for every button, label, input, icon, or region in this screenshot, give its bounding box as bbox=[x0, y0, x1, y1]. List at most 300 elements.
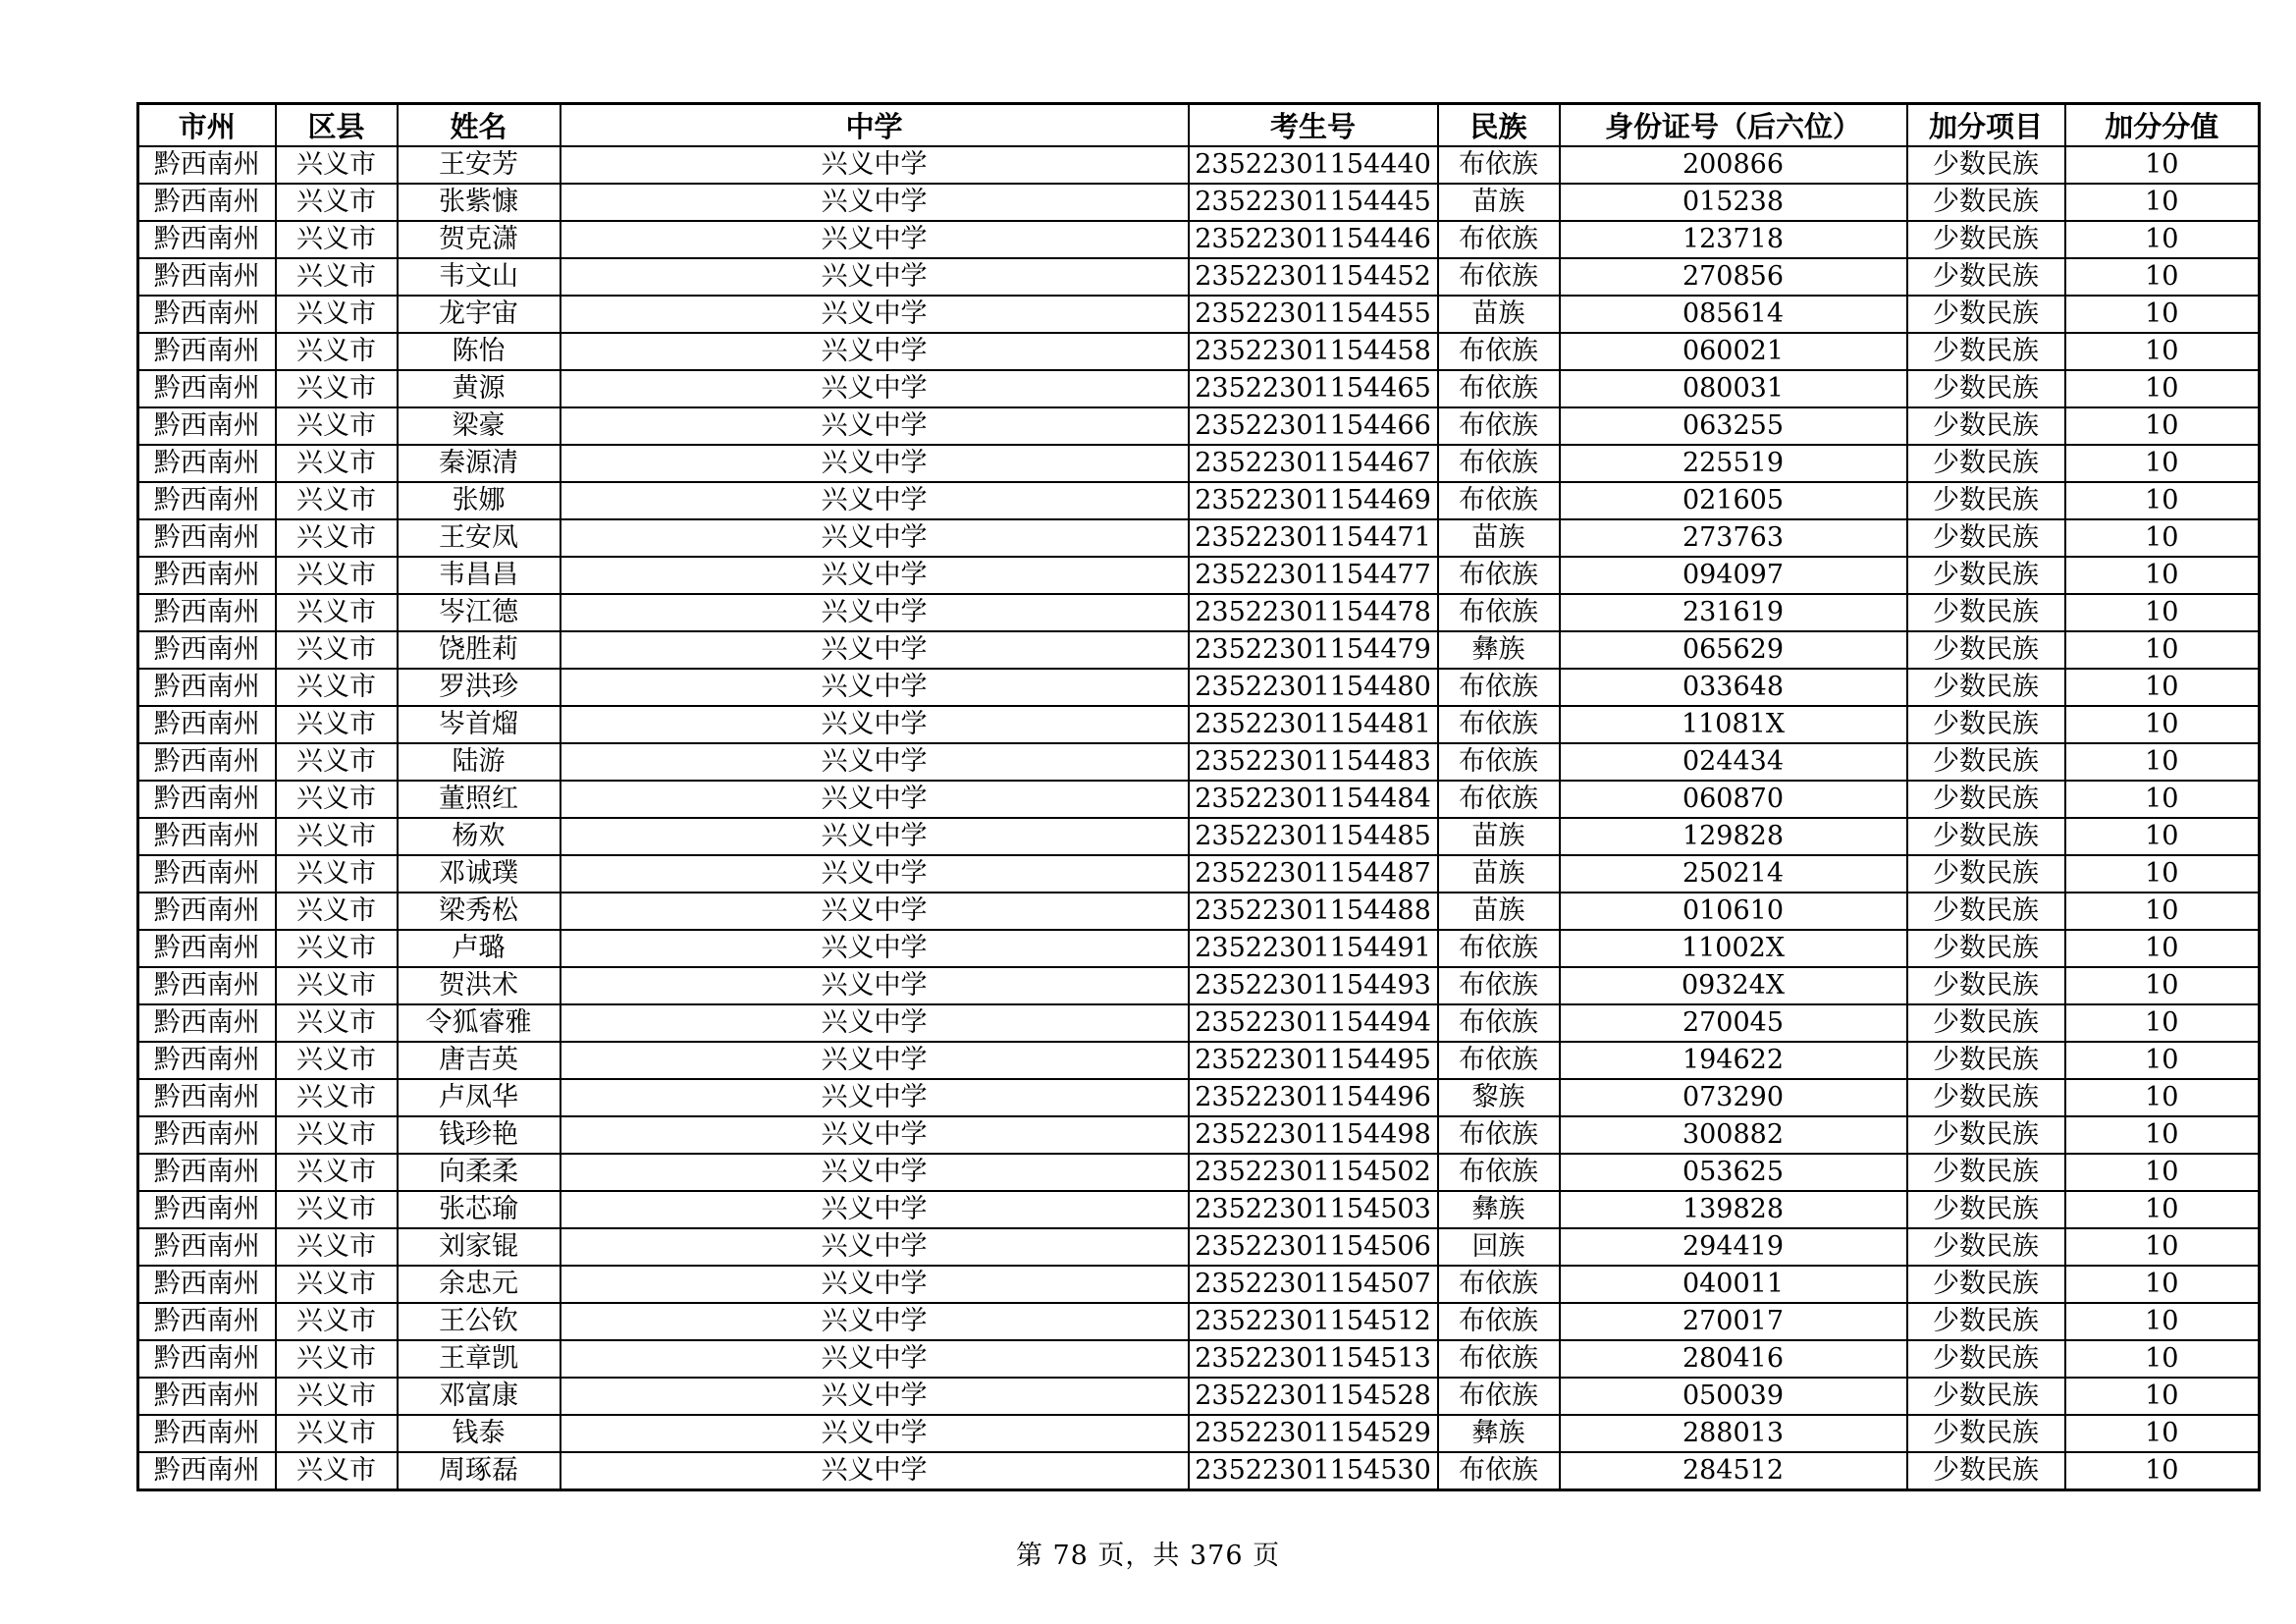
cell-name: 董照红 bbox=[398, 781, 561, 818]
header-city: 市州 bbox=[138, 104, 276, 147]
cell-exam-number: 23522301154466 bbox=[1189, 407, 1438, 445]
table-row bbox=[138, 1452, 2260, 1489]
cell-name: 余忠元 bbox=[398, 1266, 561, 1303]
cell-bonus-points: 10 bbox=[2065, 1452, 2260, 1489]
cell-bonus-points: 10 bbox=[2065, 1415, 2260, 1452]
cell-city: 黔西南州 bbox=[138, 519, 276, 557]
cell-name: 钱珍艳 bbox=[398, 1116, 561, 1154]
table-row bbox=[138, 1191, 2260, 1228]
cell-county: 兴义市 bbox=[276, 221, 398, 258]
table-row bbox=[138, 370, 2260, 407]
cell-ethnicity: 布依族 bbox=[1438, 407, 1560, 445]
cell-school: 兴义中学 bbox=[561, 519, 1189, 557]
cell-name: 张紫慷 bbox=[398, 184, 561, 221]
cell-school: 兴义中学 bbox=[561, 781, 1189, 818]
cell-ethnicity: 布依族 bbox=[1438, 482, 1560, 519]
table-row bbox=[138, 184, 2260, 221]
cell-name: 黄源 bbox=[398, 370, 561, 407]
cell-ethnicity: 布依族 bbox=[1438, 445, 1560, 482]
cell-school: 兴义中学 bbox=[561, 1042, 1189, 1079]
cell-id-last-six: 010610 bbox=[1560, 893, 1907, 930]
table-row bbox=[138, 146, 2260, 184]
cell-exam-number: 23522301154458 bbox=[1189, 333, 1438, 370]
cell-name: 卢璐 bbox=[398, 930, 561, 967]
cell-bonus-item: 少数民族 bbox=[1907, 893, 2065, 930]
cell-city: 黔西南州 bbox=[138, 445, 276, 482]
cell-name: 张芯瑜 bbox=[398, 1191, 561, 1228]
cell-county: 兴义市 bbox=[276, 1154, 398, 1191]
cell-city: 黔西南州 bbox=[138, 1452, 276, 1489]
cell-name: 贺洪术 bbox=[398, 967, 561, 1004]
cell-city: 黔西南州 bbox=[138, 370, 276, 407]
cell-county: 兴义市 bbox=[276, 594, 398, 631]
cell-county: 兴义市 bbox=[276, 1079, 398, 1116]
cell-county: 兴义市 bbox=[276, 1378, 398, 1415]
cell-name: 向柔柔 bbox=[398, 1154, 561, 1191]
cell-school: 兴义中学 bbox=[561, 296, 1189, 333]
cell-county: 兴义市 bbox=[276, 781, 398, 818]
cell-bonus-item: 少数民族 bbox=[1907, 631, 2065, 669]
header-school: 中学 bbox=[561, 104, 1189, 147]
cell-bonus-item: 少数民族 bbox=[1907, 855, 2065, 893]
cell-county: 兴义市 bbox=[276, 706, 398, 743]
cell-id-last-six: 09324X bbox=[1560, 967, 1907, 1004]
cell-id-last-six: 094097 bbox=[1560, 557, 1907, 594]
cell-city: 黔西南州 bbox=[138, 296, 276, 333]
cell-id-last-six: 015238 bbox=[1560, 184, 1907, 221]
cell-id-last-six: 073290 bbox=[1560, 1079, 1907, 1116]
cell-exam-number: 23522301154445 bbox=[1189, 184, 1438, 221]
cell-id-last-six: 123718 bbox=[1560, 221, 1907, 258]
cell-school: 兴义中学 bbox=[561, 893, 1189, 930]
cell-school: 兴义中学 bbox=[561, 743, 1189, 781]
table-row bbox=[138, 855, 2260, 893]
cell-ethnicity: 黎族 bbox=[1438, 1079, 1560, 1116]
table-row bbox=[138, 893, 2260, 930]
cell-city: 黔西南州 bbox=[138, 557, 276, 594]
cell-bonus-points: 10 bbox=[2065, 184, 2260, 221]
cell-city: 黔西南州 bbox=[138, 407, 276, 445]
cell-exam-number: 23522301154528 bbox=[1189, 1378, 1438, 1415]
cell-bonus-item: 少数民族 bbox=[1907, 1266, 2065, 1303]
cell-bonus-item: 少数民族 bbox=[1907, 1154, 2065, 1191]
cell-id-last-six: 11081X bbox=[1560, 706, 1907, 743]
table-row bbox=[138, 1042, 2260, 1079]
cell-exam-number: 23522301154467 bbox=[1189, 445, 1438, 482]
cell-bonus-points: 10 bbox=[2065, 1154, 2260, 1191]
cell-exam-number: 23522301154503 bbox=[1189, 1191, 1438, 1228]
cell-bonus-points: 10 bbox=[2065, 1303, 2260, 1340]
cell-exam-number: 23522301154479 bbox=[1189, 631, 1438, 669]
cell-exam-number: 23522301154465 bbox=[1189, 370, 1438, 407]
table-row bbox=[138, 743, 2260, 781]
cell-county: 兴义市 bbox=[276, 184, 398, 221]
cell-ethnicity: 回族 bbox=[1438, 1228, 1560, 1266]
cell-bonus-points: 10 bbox=[2065, 706, 2260, 743]
header-exam-number: 考生号 bbox=[1189, 104, 1438, 147]
header-name: 姓名 bbox=[398, 104, 561, 147]
cell-id-last-six: 300882 bbox=[1560, 1116, 1907, 1154]
cell-school: 兴义中学 bbox=[561, 669, 1189, 706]
cell-bonus-item: 少数民族 bbox=[1907, 296, 2065, 333]
cell-name: 王安芳 bbox=[398, 146, 561, 184]
cell-city: 黔西南州 bbox=[138, 930, 276, 967]
cell-exam-number: 23522301154513 bbox=[1189, 1340, 1438, 1378]
cell-exam-number: 23522301154487 bbox=[1189, 855, 1438, 893]
cell-school: 兴义中学 bbox=[561, 407, 1189, 445]
cell-name: 韦昌昌 bbox=[398, 557, 561, 594]
cell-ethnicity: 布依族 bbox=[1438, 1340, 1560, 1378]
cell-bonus-points: 10 bbox=[2065, 557, 2260, 594]
cell-id-last-six: 250214 bbox=[1560, 855, 1907, 893]
header-row bbox=[138, 104, 2260, 147]
cell-bonus-points: 10 bbox=[2065, 930, 2260, 967]
cell-id-last-six: 294419 bbox=[1560, 1228, 1907, 1266]
cell-ethnicity: 苗族 bbox=[1438, 855, 1560, 893]
cell-bonus-item: 少数民族 bbox=[1907, 258, 2065, 296]
cell-exam-number: 23522301154491 bbox=[1189, 930, 1438, 967]
cell-school: 兴义中学 bbox=[561, 1452, 1189, 1489]
cell-county: 兴义市 bbox=[276, 1303, 398, 1340]
cell-name: 韦文山 bbox=[398, 258, 561, 296]
header-bonus-points: 加分分值 bbox=[2065, 104, 2260, 147]
cell-ethnicity: 苗族 bbox=[1438, 519, 1560, 557]
cell-bonus-item: 少数民族 bbox=[1907, 557, 2065, 594]
cell-name: 岑江德 bbox=[398, 594, 561, 631]
cell-bonus-points: 10 bbox=[2065, 1191, 2260, 1228]
cell-city: 黔西南州 bbox=[138, 669, 276, 706]
cell-city: 黔西南州 bbox=[138, 1042, 276, 1079]
cell-city: 黔西南州 bbox=[138, 781, 276, 818]
cell-city: 黔西南州 bbox=[138, 893, 276, 930]
cell-name: 梁秀松 bbox=[398, 893, 561, 930]
cell-id-last-six: 024434 bbox=[1560, 743, 1907, 781]
cell-exam-number: 23522301154477 bbox=[1189, 557, 1438, 594]
cell-county: 兴义市 bbox=[276, 669, 398, 706]
cell-name: 张娜 bbox=[398, 482, 561, 519]
cell-exam-number: 23522301154494 bbox=[1189, 1004, 1438, 1042]
table-row bbox=[138, 1079, 2260, 1116]
cell-bonus-item: 少数民族 bbox=[1907, 445, 2065, 482]
cell-city: 黔西南州 bbox=[138, 1415, 276, 1452]
cell-exam-number: 23522301154455 bbox=[1189, 296, 1438, 333]
cell-county: 兴义市 bbox=[276, 855, 398, 893]
cell-name: 梁豪 bbox=[398, 407, 561, 445]
cell-bonus-item: 少数民族 bbox=[1907, 1116, 2065, 1154]
cell-bonus-points: 10 bbox=[2065, 669, 2260, 706]
cell-bonus-item: 少数民族 bbox=[1907, 706, 2065, 743]
cell-ethnicity: 彝族 bbox=[1438, 1191, 1560, 1228]
header-ethnicity: 民族 bbox=[1438, 104, 1560, 147]
cell-ethnicity: 彝族 bbox=[1438, 1415, 1560, 1452]
table-row bbox=[138, 445, 2260, 482]
cell-city: 黔西南州 bbox=[138, 1228, 276, 1266]
cell-name: 杨欢 bbox=[398, 818, 561, 855]
cell-id-last-six: 225519 bbox=[1560, 445, 1907, 482]
table-row bbox=[138, 1266, 2260, 1303]
cell-bonus-points: 10 bbox=[2065, 594, 2260, 631]
table-row bbox=[138, 557, 2260, 594]
cell-school: 兴义中学 bbox=[561, 1378, 1189, 1415]
cell-id-last-six: 11002X bbox=[1560, 930, 1907, 967]
cell-bonus-item: 少数民族 bbox=[1907, 781, 2065, 818]
cell-bonus-item: 少数民族 bbox=[1907, 967, 2065, 1004]
cell-bonus-points: 10 bbox=[2065, 1116, 2260, 1154]
cell-county: 兴义市 bbox=[276, 1415, 398, 1452]
cell-school: 兴义中学 bbox=[561, 930, 1189, 967]
cell-exam-number: 23522301154446 bbox=[1189, 221, 1438, 258]
cell-name: 罗洪珍 bbox=[398, 669, 561, 706]
cell-id-last-six: 270017 bbox=[1560, 1303, 1907, 1340]
cell-id-last-six: 060021 bbox=[1560, 333, 1907, 370]
cell-id-last-six: 033648 bbox=[1560, 669, 1907, 706]
cell-ethnicity: 布依族 bbox=[1438, 706, 1560, 743]
cell-bonus-item: 少数民族 bbox=[1907, 1042, 2065, 1079]
cell-school: 兴义中学 bbox=[561, 855, 1189, 893]
cell-county: 兴义市 bbox=[276, 1116, 398, 1154]
cell-name: 王公钦 bbox=[398, 1303, 561, 1340]
cell-school: 兴义中学 bbox=[561, 333, 1189, 370]
cell-city: 黔西南州 bbox=[138, 1079, 276, 1116]
cell-ethnicity: 苗族 bbox=[1438, 893, 1560, 930]
cell-bonus-item: 少数民族 bbox=[1907, 1228, 2065, 1266]
cell-city: 黔西南州 bbox=[138, 631, 276, 669]
cell-id-last-six: 040011 bbox=[1560, 1266, 1907, 1303]
cell-bonus-points: 10 bbox=[2065, 221, 2260, 258]
cell-exam-number: 23522301154530 bbox=[1189, 1452, 1438, 1489]
header-county: 区县 bbox=[276, 104, 398, 147]
cell-bonus-points: 10 bbox=[2065, 1079, 2260, 1116]
cell-school: 兴义中学 bbox=[561, 706, 1189, 743]
cell-bonus-item: 少数民族 bbox=[1907, 184, 2065, 221]
cell-name: 王章凯 bbox=[398, 1340, 561, 1378]
cell-county: 兴义市 bbox=[276, 1228, 398, 1266]
cell-county: 兴义市 bbox=[276, 482, 398, 519]
cell-county: 兴义市 bbox=[276, 296, 398, 333]
table-row bbox=[138, 594, 2260, 631]
cell-county: 兴义市 bbox=[276, 445, 398, 482]
cell-city: 黔西南州 bbox=[138, 594, 276, 631]
cell-school: 兴义中学 bbox=[561, 1340, 1189, 1378]
table-row bbox=[138, 407, 2260, 445]
cell-city: 黔西南州 bbox=[138, 1340, 276, 1378]
cell-bonus-points: 10 bbox=[2065, 146, 2260, 184]
cell-ethnicity: 彝族 bbox=[1438, 631, 1560, 669]
cell-city: 黔西南州 bbox=[138, 1303, 276, 1340]
table-row bbox=[138, 967, 2260, 1004]
cell-exam-number: 23522301154480 bbox=[1189, 669, 1438, 706]
cell-school: 兴义中学 bbox=[561, 146, 1189, 184]
cell-county: 兴义市 bbox=[276, 930, 398, 967]
cell-name: 秦源清 bbox=[398, 445, 561, 482]
table-row bbox=[138, 1378, 2260, 1415]
cell-id-last-six: 270045 bbox=[1560, 1004, 1907, 1042]
cell-name: 刘家锟 bbox=[398, 1228, 561, 1266]
cell-ethnicity: 苗族 bbox=[1438, 296, 1560, 333]
cell-id-last-six: 065629 bbox=[1560, 631, 1907, 669]
table-row bbox=[138, 1228, 2260, 1266]
cell-id-last-six: 200866 bbox=[1560, 146, 1907, 184]
cell-id-last-six: 063255 bbox=[1560, 407, 1907, 445]
table-row bbox=[138, 519, 2260, 557]
cell-bonus-points: 10 bbox=[2065, 296, 2260, 333]
data-table bbox=[136, 102, 2261, 1491]
cell-county: 兴义市 bbox=[276, 1042, 398, 1079]
cell-exam-number: 23522301154485 bbox=[1189, 818, 1438, 855]
header-bonus-item: 加分项目 bbox=[1907, 104, 2065, 147]
cell-bonus-points: 10 bbox=[2065, 818, 2260, 855]
cell-school: 兴义中学 bbox=[561, 184, 1189, 221]
cell-county: 兴义市 bbox=[276, 967, 398, 1004]
cell-exam-number: 23522301154506 bbox=[1189, 1228, 1438, 1266]
cell-ethnicity: 布依族 bbox=[1438, 669, 1560, 706]
cell-bonus-points: 10 bbox=[2065, 781, 2260, 818]
cell-id-last-six: 080031 bbox=[1560, 370, 1907, 407]
cell-bonus-points: 10 bbox=[2065, 1228, 2260, 1266]
cell-county: 兴义市 bbox=[276, 743, 398, 781]
cell-ethnicity: 布依族 bbox=[1438, 258, 1560, 296]
cell-ethnicity: 布依族 bbox=[1438, 1452, 1560, 1489]
cell-county: 兴义市 bbox=[276, 519, 398, 557]
cell-ethnicity: 布依族 bbox=[1438, 967, 1560, 1004]
cell-name: 令狐睿雅 bbox=[398, 1004, 561, 1042]
cell-name: 钱泰 bbox=[398, 1415, 561, 1452]
cell-bonus-points: 10 bbox=[2065, 1004, 2260, 1042]
cell-id-last-six: 270856 bbox=[1560, 258, 1907, 296]
cell-county: 兴义市 bbox=[276, 631, 398, 669]
cell-bonus-item: 少数民族 bbox=[1907, 669, 2065, 706]
cell-bonus-points: 10 bbox=[2065, 1266, 2260, 1303]
cell-name: 王安凤 bbox=[398, 519, 561, 557]
cell-city: 黔西南州 bbox=[138, 1004, 276, 1042]
cell-bonus-item: 少数民族 bbox=[1907, 407, 2065, 445]
table-row bbox=[138, 1116, 2260, 1154]
cell-school: 兴义中学 bbox=[561, 1415, 1189, 1452]
table-body bbox=[138, 146, 2260, 1489]
table-row bbox=[138, 258, 2260, 296]
cell-bonus-points: 10 bbox=[2065, 333, 2260, 370]
cell-name: 贺克潇 bbox=[398, 221, 561, 258]
cell-ethnicity: 苗族 bbox=[1438, 818, 1560, 855]
cell-id-last-six: 050039 bbox=[1560, 1378, 1907, 1415]
table-row bbox=[138, 333, 2260, 370]
cell-county: 兴义市 bbox=[276, 1340, 398, 1378]
cell-ethnicity: 布依族 bbox=[1438, 1154, 1560, 1191]
cell-bonus-item: 少数民族 bbox=[1907, 1415, 2065, 1452]
cell-ethnicity: 布依族 bbox=[1438, 146, 1560, 184]
cell-city: 黔西南州 bbox=[138, 146, 276, 184]
table-row bbox=[138, 631, 2260, 669]
cell-school: 兴义中学 bbox=[561, 818, 1189, 855]
cell-bonus-item: 少数民族 bbox=[1907, 1079, 2065, 1116]
cell-id-last-six: 284512 bbox=[1560, 1452, 1907, 1489]
cell-city: 黔西南州 bbox=[138, 333, 276, 370]
cell-ethnicity: 布依族 bbox=[1438, 1116, 1560, 1154]
table-row bbox=[138, 781, 2260, 818]
cell-ethnicity: 苗族 bbox=[1438, 184, 1560, 221]
cell-bonus-points: 10 bbox=[2065, 407, 2260, 445]
cell-ethnicity: 布依族 bbox=[1438, 1042, 1560, 1079]
cell-exam-number: 23522301154496 bbox=[1189, 1079, 1438, 1116]
cell-school: 兴义中学 bbox=[561, 445, 1189, 482]
cell-exam-number: 23522301154507 bbox=[1189, 1266, 1438, 1303]
cell-id-last-six: 288013 bbox=[1560, 1415, 1907, 1452]
cell-county: 兴义市 bbox=[276, 893, 398, 930]
cell-bonus-item: 少数民族 bbox=[1907, 1191, 2065, 1228]
table-row bbox=[138, 818, 2260, 855]
cell-id-last-six: 060870 bbox=[1560, 781, 1907, 818]
cell-id-last-six: 280416 bbox=[1560, 1340, 1907, 1378]
cell-bonus-item: 少数民族 bbox=[1907, 818, 2065, 855]
cell-id-last-six: 231619 bbox=[1560, 594, 1907, 631]
cell-exam-number: 23522301154495 bbox=[1189, 1042, 1438, 1079]
cell-ethnicity: 布依族 bbox=[1438, 370, 1560, 407]
cell-school: 兴义中学 bbox=[561, 1154, 1189, 1191]
cell-name: 龙宇宙 bbox=[398, 296, 561, 333]
cell-name: 周琢磊 bbox=[398, 1452, 561, 1489]
table-row bbox=[138, 221, 2260, 258]
cell-bonus-item: 少数民族 bbox=[1907, 930, 2065, 967]
cell-city: 黔西南州 bbox=[138, 818, 276, 855]
cell-exam-number: 23522301154478 bbox=[1189, 594, 1438, 631]
cell-county: 兴义市 bbox=[276, 1191, 398, 1228]
cell-ethnicity: 布依族 bbox=[1438, 221, 1560, 258]
table-row bbox=[138, 669, 2260, 706]
cell-city: 黔西南州 bbox=[138, 855, 276, 893]
cell-city: 黔西南州 bbox=[138, 258, 276, 296]
cell-id-last-six: 053625 bbox=[1560, 1154, 1907, 1191]
cell-exam-number: 23522301154512 bbox=[1189, 1303, 1438, 1340]
cell-exam-number: 23522301154484 bbox=[1189, 781, 1438, 818]
cell-bonus-item: 少数民族 bbox=[1907, 519, 2065, 557]
cell-ethnicity: 布依族 bbox=[1438, 1303, 1560, 1340]
cell-school: 兴义中学 bbox=[561, 1228, 1189, 1266]
cell-school: 兴义中学 bbox=[561, 1116, 1189, 1154]
cell-school: 兴义中学 bbox=[561, 1303, 1189, 1340]
cell-name: 岑首熘 bbox=[398, 706, 561, 743]
cell-bonus-points: 10 bbox=[2065, 258, 2260, 296]
cell-bonus-points: 10 bbox=[2065, 893, 2260, 930]
table-row bbox=[138, 1340, 2260, 1378]
cell-ethnicity: 布依族 bbox=[1438, 781, 1560, 818]
cell-name: 陆游 bbox=[398, 743, 561, 781]
cell-exam-number: 23522301154488 bbox=[1189, 893, 1438, 930]
cell-county: 兴义市 bbox=[276, 258, 398, 296]
table-row bbox=[138, 930, 2260, 967]
cell-county: 兴义市 bbox=[276, 818, 398, 855]
cell-id-last-six: 194622 bbox=[1560, 1042, 1907, 1079]
cell-id-last-six: 021605 bbox=[1560, 482, 1907, 519]
cell-county: 兴义市 bbox=[276, 370, 398, 407]
table-row bbox=[138, 1415, 2260, 1452]
cell-bonus-points: 10 bbox=[2065, 1042, 2260, 1079]
page-number: 第 78 页，共 376 页 bbox=[1015, 1541, 1281, 1571]
cell-name: 邓诚璞 bbox=[398, 855, 561, 893]
cell-bonus-points: 10 bbox=[2065, 855, 2260, 893]
cell-city: 黔西南州 bbox=[138, 1191, 276, 1228]
cell-county: 兴义市 bbox=[276, 557, 398, 594]
table-row bbox=[138, 1004, 2260, 1042]
cell-bonus-item: 少数民族 bbox=[1907, 594, 2065, 631]
cell-city: 黔西南州 bbox=[138, 482, 276, 519]
cell-school: 兴义中学 bbox=[561, 258, 1189, 296]
table-row bbox=[138, 706, 2260, 743]
table-row bbox=[138, 1154, 2260, 1191]
cell-bonus-item: 少数民族 bbox=[1907, 1340, 2065, 1378]
cell-bonus-item: 少数民族 bbox=[1907, 370, 2065, 407]
cell-county: 兴义市 bbox=[276, 1452, 398, 1489]
cell-exam-number: 23522301154483 bbox=[1189, 743, 1438, 781]
